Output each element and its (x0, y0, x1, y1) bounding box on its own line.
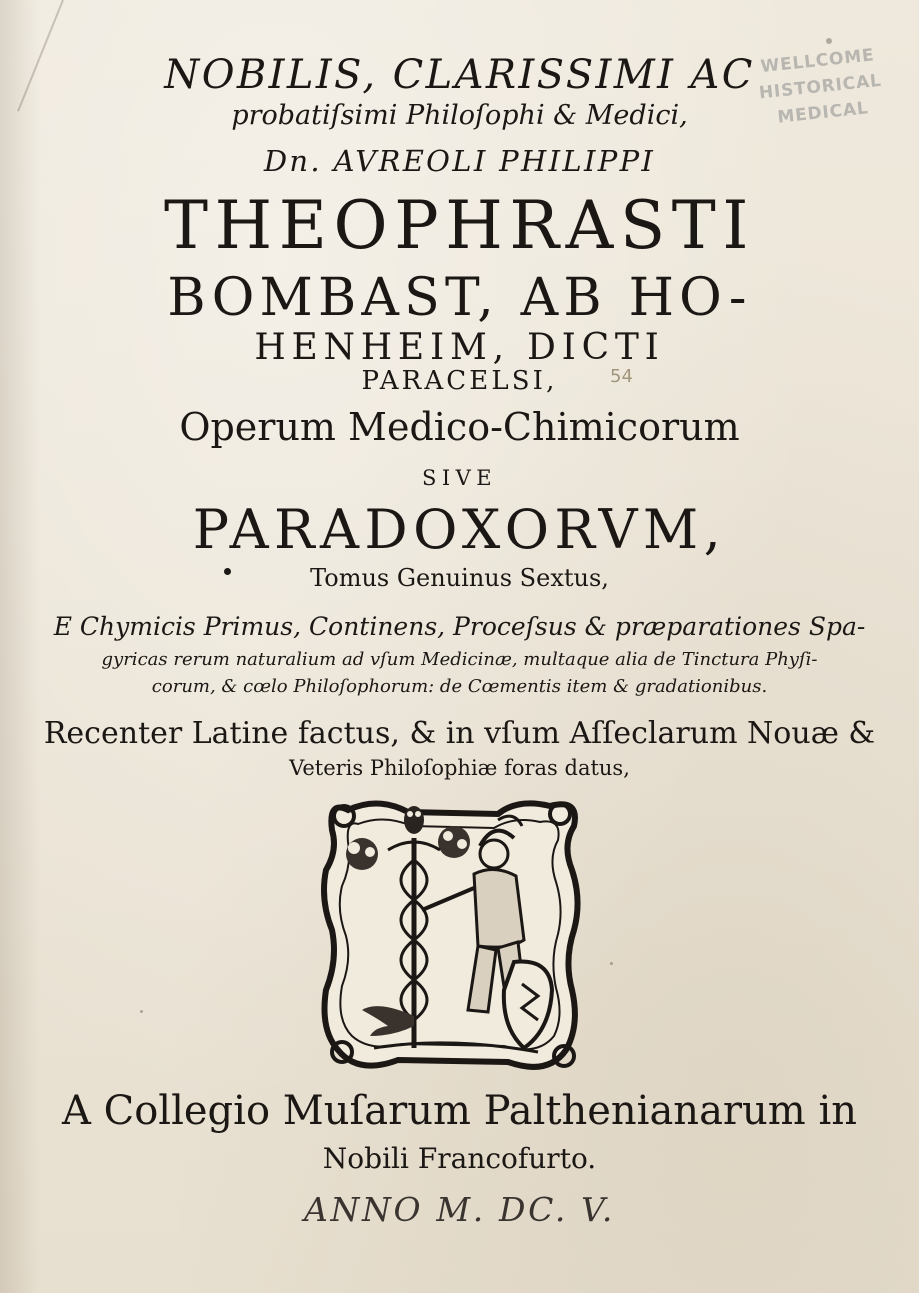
paper-speck (610, 962, 613, 965)
title-line-aureoli: Dn. AVREOLI PHILIPPI (263, 144, 656, 178)
subtitle-line-5: Veteris Philoſophiæ foras datus, (289, 756, 630, 780)
title-line-theophrasti: THEOPHRASTI (163, 187, 756, 264)
title-line-probatissimi: probatiſsimi Philoſophi & Medici, (231, 100, 688, 131)
subtitle-line-3: corum, & cœlo Philoſophorum: de Cœmentis item & gradationibus. (151, 676, 768, 697)
stamp-line-1: WELLCOME (759, 45, 876, 78)
stamp-line-3: MEDICAL (776, 98, 870, 128)
title-line-nobilis: NOBILIS, CLARISSIMI AC (164, 52, 755, 98)
subtitle-line-1: E Chymicis Primus, Continens, Proceſsus & præparationes Spa- (53, 612, 866, 641)
title-line-paradoxorum: PARADOXORVM, (192, 498, 727, 561)
title-line-henheim: HENHEIM, DICTI (254, 327, 665, 368)
paper-speck (140, 1010, 143, 1013)
manuscript-number: 54 (610, 366, 633, 387)
paper-speck (826, 38, 832, 44)
title-line-sive: SIVE (421, 466, 498, 490)
stamp-line-2: HISTORICAL (757, 70, 883, 104)
subtitle-line-4: Recenter Latine factus, & in vſum Aſſeclarum Nouæ & (43, 716, 876, 751)
imprint-line-francofurto: Nobili Francofurto. (322, 1142, 597, 1175)
subtitle-line-2: gyricas rerum naturalium ad vſum Medicinæ, multaque alia de Tinctura Phyſi- (101, 649, 818, 670)
imprint-year: ANNO M. DC. V. (304, 1190, 615, 1229)
title-line-tomus: Tomus Genuinus Sextus, (310, 564, 609, 592)
title-line-operum: Operum Medico-Chimicorum (179, 405, 740, 449)
title-line-bombast: BOMBAST, AB HO- (167, 268, 752, 328)
printers-device-woodcut-icon (318, 790, 584, 1080)
imprint-line-collegio: A Collegio Muſarum Palthenianarum in (62, 1088, 857, 1134)
title-line-paracelsi: PARACELSI, (361, 366, 558, 396)
